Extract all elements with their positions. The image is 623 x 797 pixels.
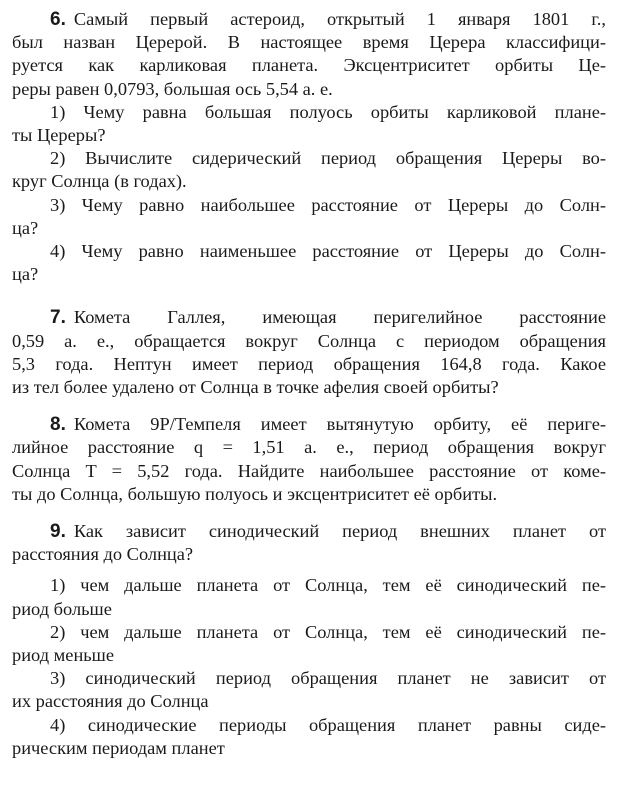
answer-option-1: 1) чем дальше планета от Солнца, тем её синодический пе- риод больше: [12, 575, 606, 619]
task-8-line-1: 8. Комета 9Р/Темпеля имеет вытянутую орбиту, её периге-: [12, 413, 606, 436]
task-6-line-4: реры равен 0,0793, большая ось 5,54 а. е.: [12, 78, 333, 99]
task-6-line-2: был назван Церерой. В настоящее время Церера классифици-: [12, 32, 606, 53]
spacer: [12, 399, 606, 413]
answer-option-2: 2) чем дальше планета от Солнца, тем её синодический пе- риод меньше: [12, 621, 606, 666]
task-7: [12, 306, 606, 399]
task-8-line-3: Солнца T = 5,52 года. Найдите наибольшее расстояние от коме-: [12, 460, 606, 481]
spacer: [12, 506, 606, 520]
task-8-line-2: лийное расстояние q = 1,51 а. е., период обращения вокруг: [12, 437, 606, 458]
task-6: [12, 8, 606, 286]
task-number: 9.: [50, 521, 66, 543]
task-7-line-2: 0,59 а. е., обращается вокруг Солнца с периодом обращения: [12, 330, 606, 351]
task-7-line-1: 7. Комета Галлея, имеющая перигелийное расстояние: [12, 306, 606, 329]
task-8: [12, 413, 606, 506]
task-number: 8.: [50, 414, 66, 436]
sub-question-3: 3) Чему равно наибольшее расстояние от Цереры до Солн- ца?: [12, 194, 606, 238]
task-6-line-1: 6. Самый первый астероид, открытый 1 января 1801 г.,: [12, 8, 606, 31]
task-9-line-2: расстояния до Солнца?: [12, 544, 194, 565]
sub-question-2: 2) Вычислите сидерический период обращения Цереры во- круг Солнца (в годах).: [12, 148, 606, 192]
task-7-line-3: 5,3 года. Нептун имеет период обращения 164,8 года. Какое: [12, 353, 606, 374]
task-6-line-3: руется как карликовая планета. Эксцентриситет орбиты Це-: [12, 55, 606, 76]
textbook-page: [12, 8, 606, 760]
task-9: [12, 520, 606, 760]
spacer: [12, 566, 606, 574]
task-8-line-4: ты до Солнца, большую полуось и эксцентриситет её орбиты.: [12, 483, 498, 504]
answer-option-4: 4) синодические периоды обращения планет равны сиде- рическим периодам планет: [12, 714, 606, 758]
answer-option-3: 3) синодический период обращения планет не зависит от их расстояния до Солнца: [12, 668, 606, 712]
task-9-line-1: 9. Как зависит синодический период внешних планет от: [12, 520, 606, 543]
task-7-line-4: из тел более удалено от Солнца в точке афелия своей орбиты?: [12, 377, 499, 398]
sub-question-1: 1) Чему равна большая полуось орбиты карликовой плане- ты Цереры?: [12, 101, 606, 146]
sub-question-4: 4) Чему равно наименьшее расстояние от Цереры до Солн- ца?: [12, 241, 606, 285]
task-number: 6.: [50, 9, 66, 30]
task-number: 7.: [50, 307, 66, 329]
spacer: [12, 286, 606, 306]
